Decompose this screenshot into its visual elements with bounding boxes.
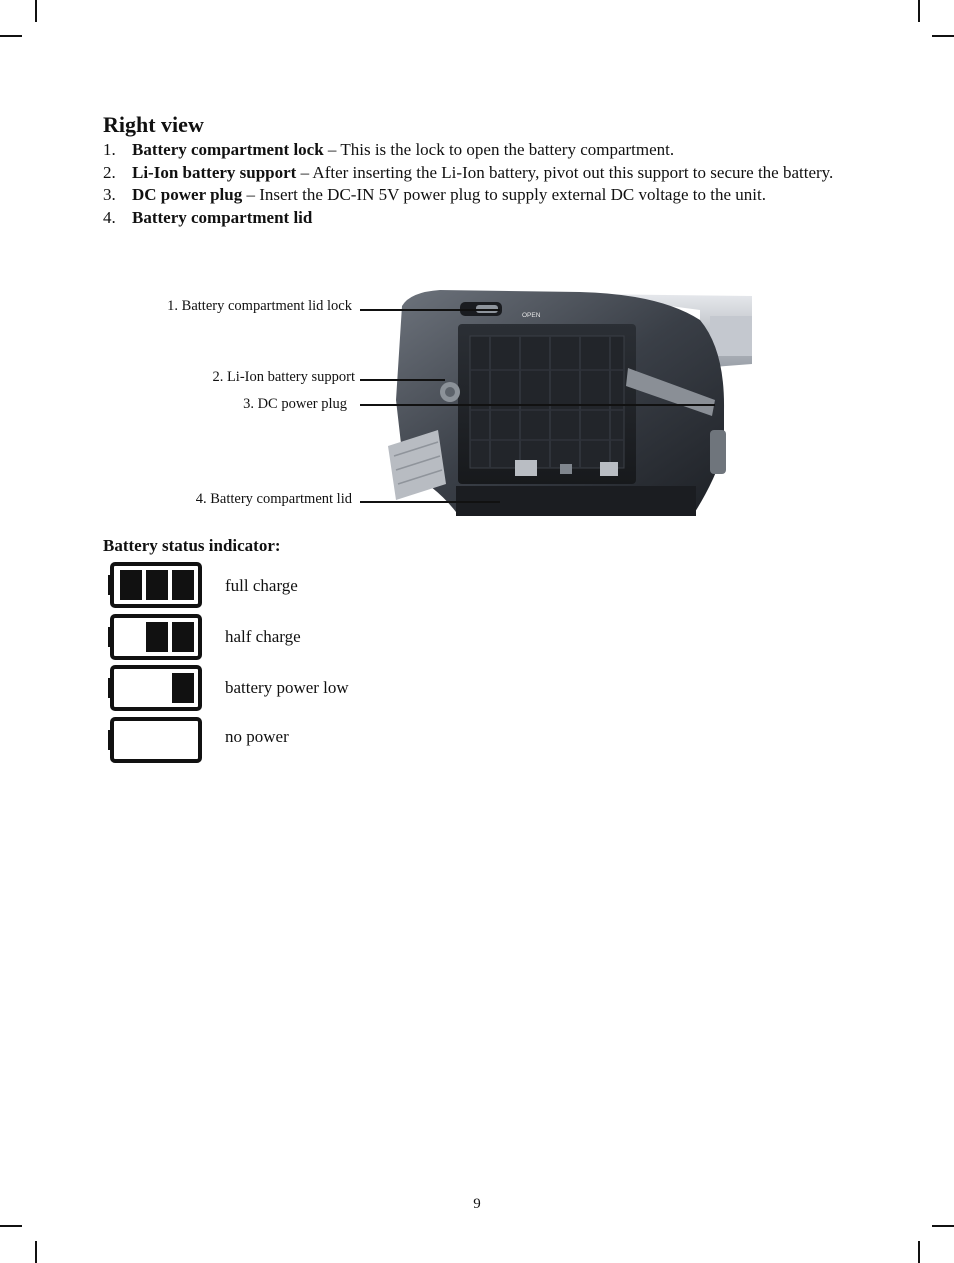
battery-empty-icon: [108, 716, 208, 766]
battery-status-title: Battery status indicator:: [103, 536, 281, 555]
battery-status-row-low: [108, 664, 508, 714]
battery-half-icon: [108, 613, 208, 663]
list-item: [103, 162, 863, 184]
page-number: 9: [473, 1196, 481, 1212]
battery-terminal: [108, 575, 114, 595]
battery-bar: [120, 570, 142, 600]
battery-status-label: half charge: [225, 627, 301, 646]
battery-bar: [146, 622, 168, 652]
crop-mark: [918, 0, 920, 22]
battery-bar: [172, 622, 194, 652]
crop-mark: [918, 1241, 920, 1263]
battery-outline: [112, 719, 200, 761]
camcorder-illustration: [140, 280, 760, 516]
battery-status-row-empty: [108, 716, 508, 766]
callout-label: 2. Li-Ion battery support: [212, 369, 355, 385]
crop-mark: [35, 1241, 37, 1263]
section-title: Right view: [103, 112, 204, 137]
item-number: 2.: [103, 162, 116, 182]
battery-status-label: no power: [225, 727, 289, 746]
battery-bar: [172, 570, 194, 600]
list-item: [103, 139, 863, 161]
list-item: [103, 184, 863, 206]
crop-mark: [35, 0, 37, 22]
battery-status-label: full charge: [225, 576, 298, 595]
item-number: 4.: [103, 207, 116, 227]
item-description: – Insert the DC-IN 5V power plug to supply external DC voltage to the unit.: [242, 185, 766, 204]
battery-status-label: battery power low: [225, 678, 349, 697]
list-item: [103, 207, 863, 229]
item-number: 3.: [103, 185, 116, 204]
battery-status-row-half: [108, 613, 508, 663]
item-description: – This is the lock to open the battery compartment.: [323, 140, 675, 159]
callout-label: 3. DC power plug: [243, 396, 347, 412]
battery-full-icon: [108, 561, 208, 611]
open-switch-label: OPEN: [522, 312, 541, 319]
crop-mark: [0, 1225, 22, 1227]
callout-label: 4. Battery compartment lid: [195, 491, 352, 507]
battery-terminal: [108, 730, 114, 750]
item-description: – After inserting the Li-Ion battery, pivot out this support to secure the battery.: [296, 162, 834, 182]
battery-low-icon: [108, 664, 208, 714]
item-term: Battery compartment lid: [132, 207, 313, 227]
battery-bar: [146, 570, 168, 600]
callout-label: 1. Battery compartment lid lock: [167, 298, 352, 314]
feature-list: [103, 139, 863, 229]
crop-mark: [932, 35, 954, 37]
item-number: 1.: [103, 140, 116, 159]
battery-terminal: [108, 627, 114, 647]
battery-bar: [172, 673, 194, 703]
crop-mark: [932, 1225, 954, 1227]
item-term: DC power plug: [132, 185, 243, 204]
battery-status-row-full: [108, 561, 508, 611]
battery-terminal: [108, 678, 114, 698]
item-term: Battery compartment lock: [132, 140, 324, 159]
item-term: Li-Ion battery support: [132, 162, 297, 182]
crop-mark: [0, 35, 22, 37]
camcorder-right-view-figure: [140, 280, 760, 516]
